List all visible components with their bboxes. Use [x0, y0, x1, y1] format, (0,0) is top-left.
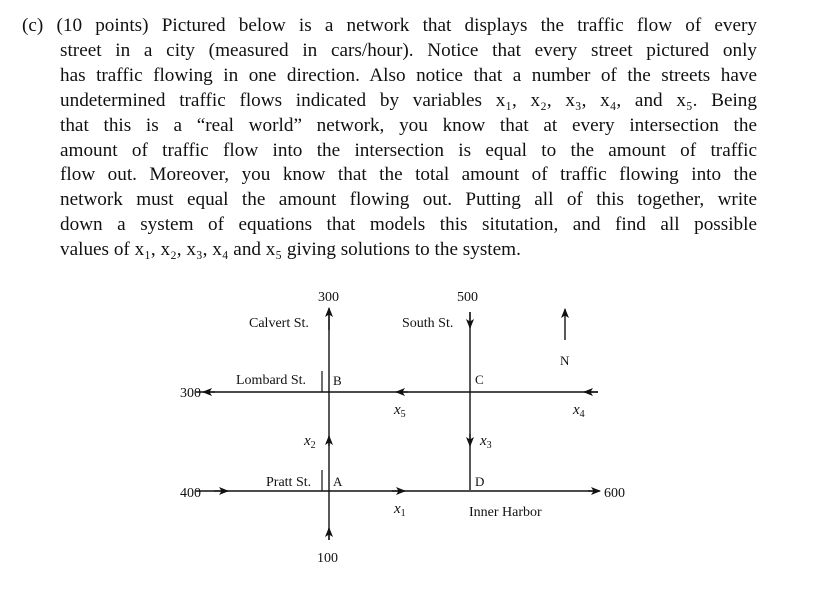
calvert-bottom-flow: 100	[317, 551, 338, 566]
pratt-right-flow: 600	[604, 486, 625, 501]
compass-north-label: N	[560, 353, 570, 368]
lombard-street-label: Lombard St.	[236, 373, 306, 388]
pratt-left-flow: 400	[180, 486, 201, 501]
problem-line-3: has traffic flowing in one direction. Also notice that a number of the streets have	[60, 64, 757, 86]
problem-line-2: street in a city (measured in cars/hour). Notice that every street pictured only	[60, 39, 757, 61]
x3-variable: $x_3$	[480, 433, 492, 451]
node-b-label: B	[333, 373, 342, 388]
node-a-label: A	[333, 474, 343, 489]
calvert-top-flow: 300	[318, 290, 339, 305]
node-c-label: C	[475, 372, 484, 387]
node-d-label: D	[475, 474, 485, 489]
problem-line-10: values of x₁, x₂, x₃, x₄ and x₅ giving solutions to the system.	[60, 239, 521, 261]
problem-line-8: network must equal the amount flowing out. Putting all of this together, write	[60, 189, 757, 211]
lombard-left-flow: 300	[180, 386, 201, 401]
problem-line-4: undetermined traffic flows indicated by variables x₁, x₂, x₃, x₄, and x₅. Being	[60, 89, 757, 111]
x4-variable: $x_4$	[573, 402, 585, 420]
calvert-street-label: Calvert St.	[249, 316, 309, 331]
x5-variable: $x_5$	[394, 402, 406, 420]
south-top-flow: 500	[457, 290, 478, 305]
south-street-label: South St.	[402, 316, 454, 331]
problem-line-5: that this is a “real world” network, you know that at every intersection the	[60, 114, 757, 136]
x2-variable: $x_2$	[304, 433, 316, 451]
x1-variable: $x_1$	[394, 501, 406, 519]
problem-line-7: flow out. Moreover, you know that the total amount of traffic flowing into the	[60, 164, 757, 186]
inner-harbor-label: Inner Harbor	[469, 505, 542, 520]
pratt-street-label: Pratt St.	[266, 475, 312, 490]
problem-line-6: amount of traffic flow into the intersection is equal to the amount of traffic	[60, 139, 757, 161]
problem-line-9: down a system of equations that models this situtation, and find all possible	[60, 214, 757, 236]
problem-line-1: (c) (10 points) Pictured below is a network that displays the traffic flow of every	[22, 15, 757, 36]
